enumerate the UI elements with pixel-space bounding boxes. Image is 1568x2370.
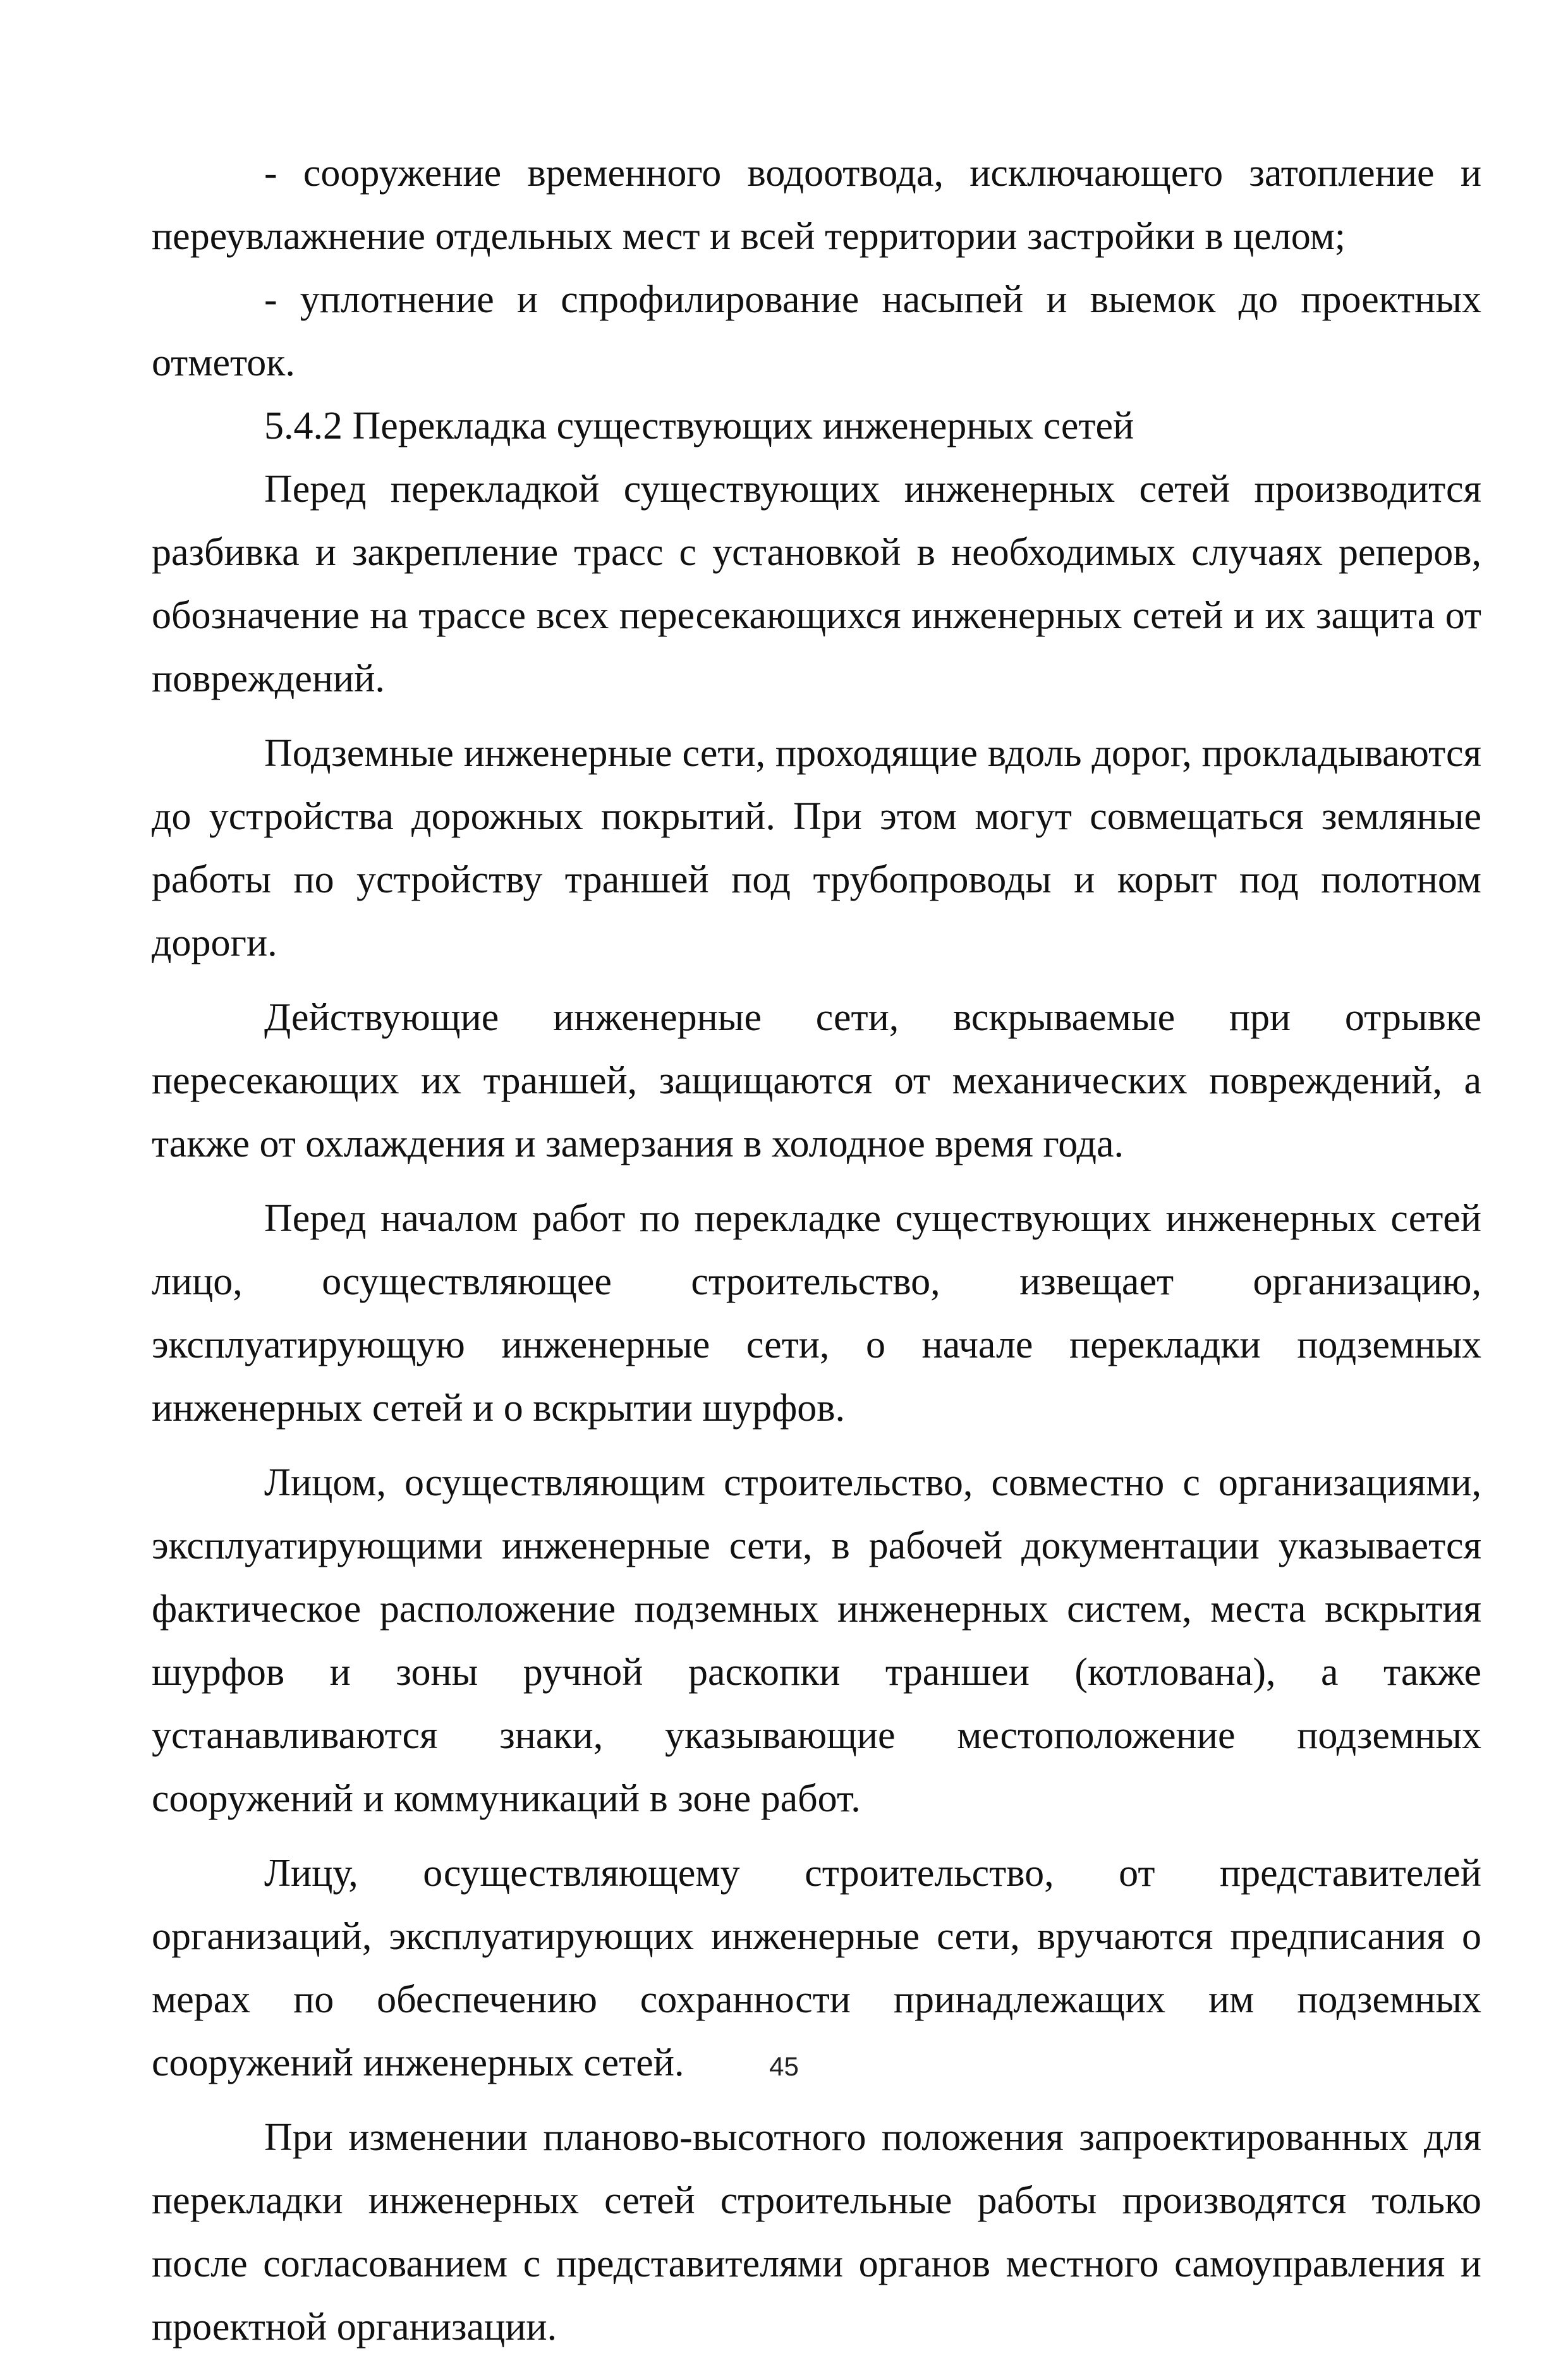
paragraph-drainage: - сооружение временного водоотвода, исключающего затопление и переувлажнение отдельных мест и всей территории застройки в целом; [152,152,1481,258]
paragraph-documentation: Лицом, осуществляющим строительство, совместно с организациями, эксплуатирующими инженерные сети, в рабочей документации указывается фактическое расположение подземных инженерных систем, места вскрытия шурфов и зоны ручной раскопки траншеи (котлована), а также устанавливаются знаки, указывающие местоположение подземных сооружений и коммуникаций в зоне работ. [152,1461,1481,1820]
paragraph-protection: Действующие инженерные сети, вскрываемые при отрывке пересекающих их траншей, защищаются от механических повреждений, а также от охлаждения и замерзания в холодное время года. [152,996,1481,1165]
paragraph-notification: Перед началом работ по перекладке существующих инженерных сетей лицо, осуществляющее строительство, извещает организацию, эксплуатирующую инженерные сети, о начале перекладки подземных инженерных сетей и о вскрытии шурфов. [152,1197,1481,1430]
paragraph-approval: При изменении планово-высотного положения запроектированных для перекладки инженерных сетей строительные работы производятся только после согласованием с представителями органов местного самоуправления и проектной организации. [152,2116,1481,2349]
page-number: 45 [769,2051,799,2081]
paragraph-underground-networks: Подземные инженерные сети, проходящие вдоль дорог, прокладываются до устройства дорожных покрытий. При этом могут совмещаться земляные работы по устройству траншей под трубопроводы и корыт под полотном дороги. [152,732,1481,964]
paragraph-instructions: Лицу, осуществляющему строительство, от представителей организаций, эксплуатирующих инженерные сети, вручаются предписания о мерах по обеспечению сохранности принадлежащих им подземных сооружений инженерных сетей. [152,1852,1481,2084]
paragraph-compaction: - уплотнение и спрофилирование насыпей и выемок до проектных отметок. [152,278,1481,384]
section-heading: 5.4.2 Перекладка существующих инженерных сетей [264,404,1134,447]
paragraph-route-marking: Перед перекладкой существующих инженерных сетей производится разбивка и закрепление трасс с установкой в необходимых случаях реперов, обозначение на трассе всех пересекающихся инженерных сетей и их защита от повреждений. [152,468,1481,700]
document-page [152,142,1481,2370]
